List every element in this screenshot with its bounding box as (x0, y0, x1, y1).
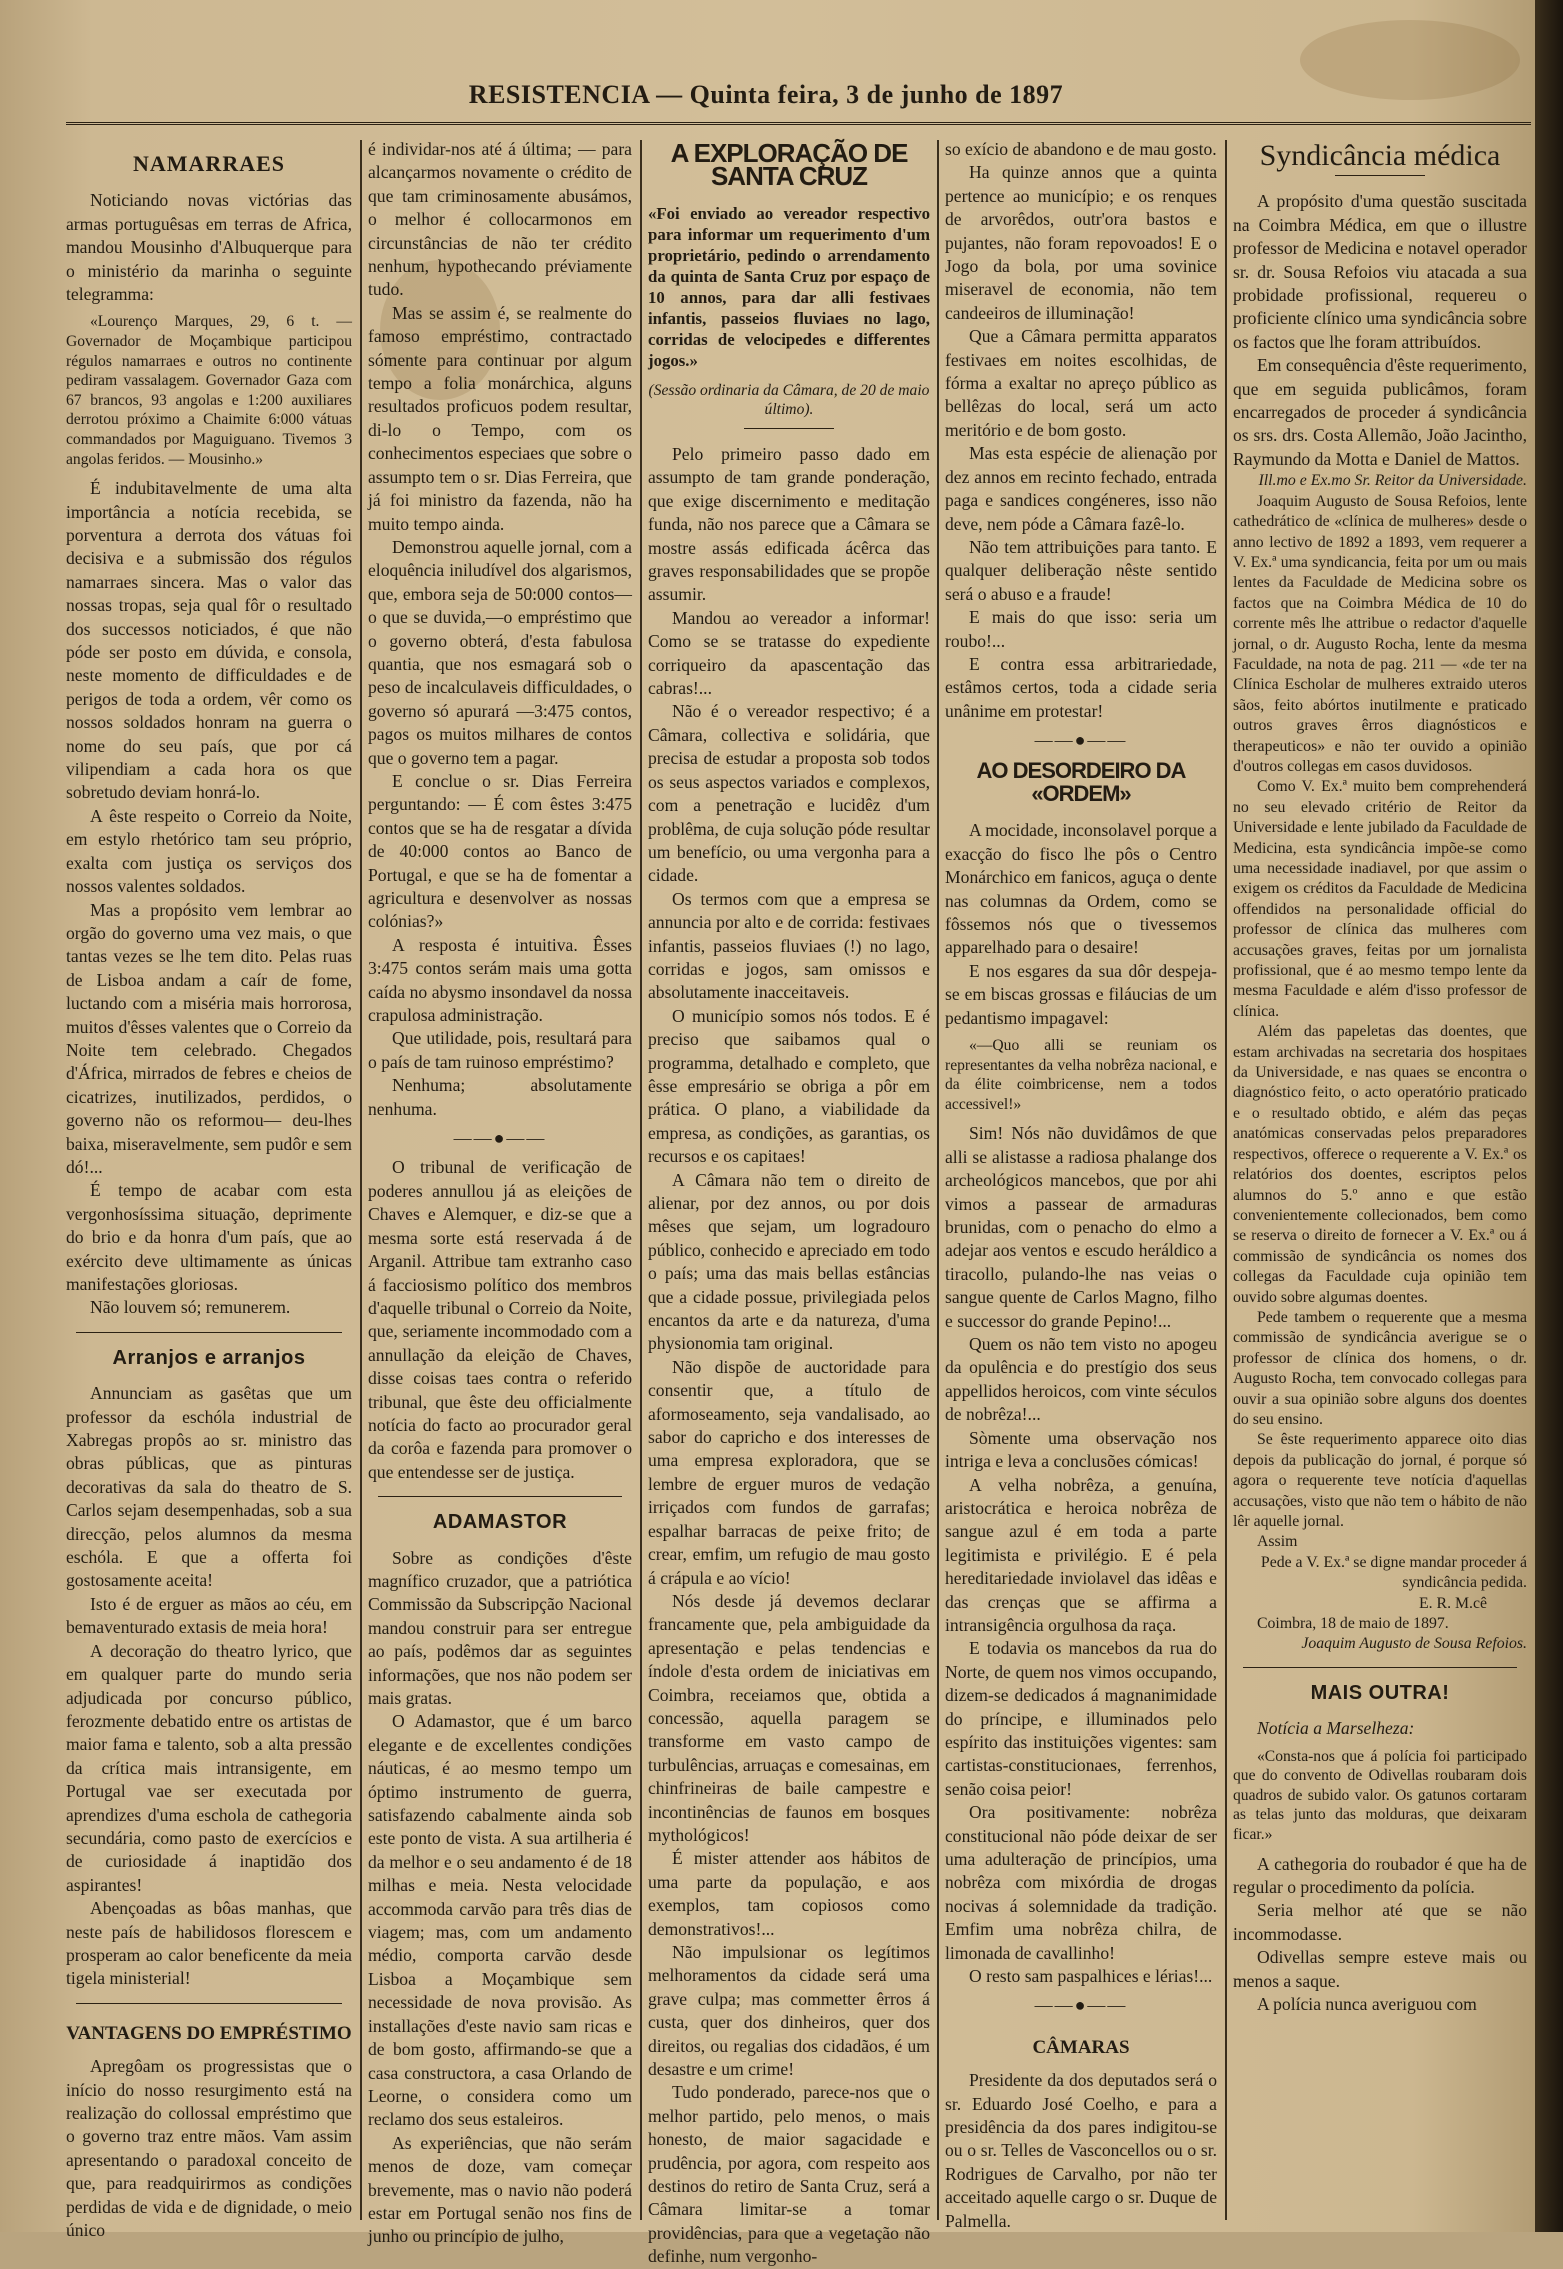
header-rule (66, 122, 1531, 125)
paragraph: Os termos com que a empresa se annuncia por alto e de corrida: festivaes infantis, passeios fluviaes (!) no lago, corridas e jogos, sam omissos e absolutamente inacceitaveis. (648, 888, 930, 1003)
paragraph: Abençoadas as bôas manhas, que neste país de habilidosos florescem e prosperam ao calor beneficente da meia tigela ministerial! (66, 1898, 352, 1989)
column-4 (945, 138, 1217, 2231)
column-5 (1233, 138, 1527, 2218)
paragraph: Annunciam as gasêtas que um professor da eschóla industrial de Xabregas propôs ao sr. ministro das obras públicas, que as pinturas decorativas da sala do theatro de S. Carlos sejam desempenhadas, sob a sua direcção, pelos alumnos da mesma eschóla. E que a offerta foi gostosamente aceita! (66, 1383, 352, 1591)
paragraph: é individar-nos até á última; — para alcançarmos novamente o crédito de que tam criminosamente abusámos, o melhor é collocarmonos em circunstâncias de não ter crédito nenhum, hypothecando préviamente tudo. (368, 139, 632, 300)
paragraph: Quem os não tem visto no apogeu da opulência e do prestígio dos seus appellidos heroicos, com vinte séculos de nobrêza!... (945, 1334, 1217, 1425)
paragraph: E conclue o sr. Dias Ferreira perguntando: — É com êstes 3:475 contos que se ha de resgatar a dívida de 40:000 contos ao Banco de Portugal, e que se ha de fomentar a agricultura e desenvolver as nossas colónias?» (368, 770, 632, 932)
paragraph: Presidente da dos deputados será o sr. Eduardo José Coelho, e para a presidência da dos pares indigitou-se ou o sr. Telles de Vasconcellos ou o sr. Rodrigues de Carvalho, por não ter acceitado aquelle cargo o sr. Duque de Palmella. (945, 2070, 1217, 2231)
divider (1243, 1667, 1517, 1668)
paragraph: Ora positivamente: nobrêza constitucional não póde deixar de ser uma adulteração de princípios, uma nobrêza com mixórdia de drogas nocivas á solemnidade da tradição. Emfim uma nobrêza chilra, de limonada de cavallinho! (945, 1802, 1217, 1963)
paragraph: Que utilidade, pois, resultará para o país de tam ruinoso empréstimo? (368, 1028, 632, 1072)
divider (76, 2003, 342, 2004)
paragraph: E contra essa arbitrariedade, estâmos certos, toda a cidade seria unânime em protestar! (945, 653, 1217, 721)
paragraph: Odivellas sempre esteve mais ou menos a saque. (1233, 1947, 1527, 1991)
paragraph: É mister attender aos hábitos de uma parte da população, e aos exemplos, tam copiosos como demonstrativos!... (648, 1848, 930, 1939)
paragraph: Mas a propósito vem lembrar ao orgão do governo uma vez mais, o que tantas vezes se lhe tem dito. Pelas ruas de Lisboa andam a caír de fome, luctando com a miséria mais horrorosa, muitos d'êsses valentes que o Correio da Noite tem celebrado. Chegados d'África, mirrados de febres e cheios de cicatrizes, inutilizados, perdidos, o governo não os reformou— deu-lhes baixa, miseravelmente, sem pudôr e sem dó!... (66, 899, 352, 1177)
paragraph: Seria melhor até que se não incommodasse. (1233, 1900, 1527, 1944)
source-note: (Sessão ordinaria da Câmara, de 20 de maio último). (648, 381, 930, 419)
column-1 (66, 138, 352, 2241)
paragraph: Sobre as condições d'êste magnífico cruzador, que a patriótica Commissão da Subscripção Nacional mandou construir para ser entregue ao país, podêmos dar as seguintes informações, que nos não podem ser mais gratas. (368, 1547, 632, 1708)
article-title-camaras: CÂMARAS (1032, 2036, 1130, 2058)
paragraph: As experiências, que não serám menos de doze, vam começar brevemente, mas o navio não poderá estar em Portugal senão nos fins de junho ou princípio de julho, (368, 2132, 632, 2247)
paragraph: Pelo primeiro passo dado em assumpto de tam grande ponderação, que exige discernimento e meditação funda, não nos parece que a Câmara se mostre assás edificada ácêrca das graves responsabilidades que se propõe assumir. (648, 444, 930, 605)
paragraph: Nós desde já devemos declarar francamente que, pela ambiguidade da apresentação e pelas tendencias e índole d'esta ordem de iniciativas em Coimbra, receiamos que, obtida a concessão, aquella paragem se transforme em vasto campo de turbulências, arruaças e comesainas, em chinfrineiras de baile campestre e incontinências de faunos em bosques mythológicos! (648, 1590, 930, 1845)
telegram-quote: «Lourenço Marques, 29, 6 t. — Governador de Moçambique participou régulos namarraes e outros no continente pediram vassalagem. Governador Gaza com 67 brancos, 93 angolas e 1:200 auxiliares derrotou próximo a Chaimite 6:000 vátuas commandados por Maguiguano. Tivemos 3 angolas feridos. — Mousinho.» (66, 313, 352, 468)
paragraph: Em consequência d'êste requerimento, que em seguida publicâmos, foram encarregados de proceder á syndicância os srs. drs. Costa Allemão, João Jacintho, Raymundo da Motta e Daniel de Mattos. (1233, 355, 1527, 469)
paragraph: Não dispõe de auctoridade para consentir que, a título de aformoseamento, seja vandalisado, ao sabor do capricho e dos interesses de uma empresa exploradora, que se lembre de erguer muros de vedação irriçados com fundos de garrafas; espalhar barracas de peixe frito; de crear, emfim, um refugio de mau gosto á crápula e ao vício! (648, 1356, 930, 1588)
paragraph: Mandou ao vereador a informar! Como se se tratasse do expediente corriqueiro da apascentação das cabras!... (648, 607, 930, 699)
paragraph: Que a Câmara permitta apparatos festivaes em noites escolhidas, de fórma a exaltar no apreço público as bellêzas do local, será um acto meritório e de bom gosto. (945, 326, 1217, 440)
paragraph: Não tem attribuições para tanto. E qualquer deliberação nêste sentido será o abuso e a fraude! (945, 536, 1217, 604)
paragraph: O resto sam paspalhices e lérias!... (969, 1966, 1213, 1987)
column-rule (360, 140, 362, 2220)
paragraph: Mas se assim é, se realmente do famoso empréstimo, contractado sómente para continuar por algum tempo a folia monárchica, alguns resultados proficuos podem resultar, di-lo o Tempo, com os conhecimentos especiaes que sobre o assumpto tem o sr. Dias Ferreira, que já foi ministro da fazenda, não ha muito tempo ainda. (368, 302, 632, 534)
article-title-arranjos: Arranjos e arranjos (112, 1346, 306, 1369)
paragraph: Sòmente uma observação nos intriga e leva a conclusões cómicas! (945, 1427, 1217, 1472)
request-close: Pede a V. Ex.ª se digne mandar proceder á syndicância pedida. (1260, 1553, 1527, 1592)
dateline: Coimbra, 18 de maio de 1897. (1257, 1615, 1449, 1633)
paragraph: A cathegoria do roubador é que ha de regular o procedimento da polícia. (1233, 1853, 1527, 1898)
paragraph: Ha quinze annos que a quinta pertence ao município; e os renques de arvorêdos, outr'ora bastos e pujantes, não foram repovoados! E o Jogo da bola, por uma sovinice miseravel de economia, não tem candeeiros de illuminação! (945, 162, 1217, 323)
paragraph: A mocidade, inconsolavel porque a exacção do fisco lhe pôs o Centro Monárchico em fanicos, aguça o dente nas columnas da Ordem, como se fôssemos nós que o tivessemos apparelhado para o desaire! (945, 820, 1217, 958)
paragraph: E todavia os mancebos da rua do Norte, de quem nos vimos occupando, dizem-se dedicados á magnanimidade do príncipe, e illuminados pelo espírito das instituições vigentes: sam cartistas-constitucionaes, ferrenhos, senão coisa peior! (945, 1638, 1217, 1799)
article-title-adamastor: ADAMASTOR (432, 1511, 568, 1534)
paragraph: Não é o vereador respectivo; é a Câmara, collectiva e solidária, que precisa de estudar a proposta sob todos os seus aspectos variados e complexos, com a penetração e lucidêz d'um problêma, de cuja solução póde resultar um benefício, ou uma vergonha para a cidade. (648, 701, 930, 886)
paragraph: Apregôam os progressistas que o início do nosso resurgimento está na realização do collossal empréstimo que o governo traz entre mãos. Vam assim apresentando o paradoxal conceito de que, para readquirirmos as condições perdidas de vida e de dignidade, o meio único (66, 2056, 352, 2241)
article-title-mais-outra: MAIS OUTRA! (1310, 1681, 1450, 1704)
paragraph: E nos esgares da sua dôr despeja-se em biscas grossas e filáucias de um pedantismo impagavel: (945, 960, 1217, 1028)
column-2 (368, 138, 632, 2247)
page-edge (1535, 0, 1563, 2232)
paragraph: O município somos nós todos. E é preciso que saibamos qual o programma, detalhado e completo, que êsse empresário se obriga a pôr em prática. O plano, a viabilidade da empresa, as condições, as garantias, os recursos e os capitaes! (648, 1005, 930, 1167)
ornament-rule: ——●—— (453, 1128, 547, 1149)
paragraph: A propósito d'uma questão suscitada na Coimbra Médica, em que o illustre professor de Medicina e notavel operador sr. dr. Sousa Refoios viu atacada a sua probidade profissional, requereu o proficiente clínico uma syndicância sobre os factos que lhe foram attribuídos. (1233, 191, 1527, 352)
paragraph: Pede tambem o requerente que a mesma commissão de syndicância averigue se o professor de clínica dos homens, o dr. Augusto Rocha, tem convocado collegas para ouvir a sua opinião sobre alguns dos doentes do seu ensino. (1233, 1308, 1527, 1428)
paragraph: so exício de abandono e de mau gosto. (945, 139, 1217, 159)
paragraph: A êste respeito o Correio da Noite, em estylo rhetórico tam seu próprio, exalta com justiça os serviços dos nossos valentes soldados. (66, 805, 352, 897)
paragraph: Não louvem só; remunerem. (90, 1297, 291, 1318)
paragraph: É tempo de acabar com esta vergonhosíssima situação, deprimente do brio e da honra d'um país, que ao exército deve ultimamente as únicas manifestações gloriosas. (66, 1180, 352, 1294)
paragraph: Não impulsionar os legítimos melhoramentos da cidade será uma grave culpa; mas commetter êrros á custa, quer dos dinheiros, quer dos direitos, ou regalias dos cidadãos, é um desastre e um crime! (648, 1942, 930, 2080)
article-title-desordeiro: AO DESORDEIRO DA «ORDEM» (976, 757, 1186, 806)
ornament-rule: ——●—— (1034, 1995, 1128, 2016)
paragraph: A Câmara não tem o direito de alienar, por dez annos, ou por dois mêses que sejam, um logradouro público, conhecido e apreciado em todo o país; uma das mais bellas estâncias que a cidade possue, privilegiada pelos encantos da arte e da natureza, d'uma physionomia tam original. (648, 1169, 930, 1354)
signature: Joaquim Augusto de Sousa Refoios. (1301, 1635, 1527, 1653)
column-rule (937, 140, 939, 2220)
subhead: Notícia a Marselheza: (1257, 1718, 1415, 1739)
paragraph: A resposta é intuitiva. Êsses 3:475 contos serám mais uma gotta caída no abysmo insondavel da nossa crapulosa administração. (368, 934, 632, 1026)
paragraph: O tribunal de verificação de poderes annullou já as eleições de Chaves e Alemquer, e diz-se que a mesma sorte está reservada á de Arganil. Attribue tam extranho caso á facciosismo político dos membros d'aquelle tribunal o Correio da Noite, que, seriamente incommodado com a annullação da eleição de Chaves, disse coisas taes contra o referido tribunal, que êste deu officialmente notícia do facto ao procurador geral da corôa e fazenda para promover o que entendesse ser de justiça. (368, 1157, 632, 1482)
lead-quote: «Foi enviado ao vereador respectivo para informar um requerimento d'um proprietário, pedindo o arrendamento da quinta de Santa Cruz por espaço de 10 annos, para dar alli festivaes infantis, passeios fluviaes no lago, corridas de velocipedes e differentes jogos.» (648, 203, 930, 370)
quote: «—Quo alli se reuniam os representantes da velha nobrêza nacional, e da élite coimbricense, nem a todos accessivel!» (945, 1037, 1217, 1113)
article-title-namarraes: NAMARRAES (133, 151, 285, 176)
column-rule (640, 140, 642, 2220)
paragraph: Além das papeletas das doentes, que estam archivadas na secretaria dos hospitaes da Universidade, e nas quaes se encontra o diagnóstico feito, o acto operatório praticado e o resultado obtido, e além das peças anatómicas conservadas pelos preparadores respectivos, offerece o requerente a V. Ex.ª os relatórios dos doentes, escriptos pelos alumnos do 5.º anno e que estão convenientemente collecionados, bem como se reserva o direito de fornecer a V. Ex.ª ou á commissão de syndicância os nomes dos collegas da Faculdade cuja opinião tem ouvido sobre algumas doentes. (1233, 1023, 1527, 1306)
paragraph: A decoração do theatro lyrico, que em qualquer parte do mundo seria adjudicada por concurso público, ferozmente debatido entre os artistas de maior fama e talento, sob a alta pressão da crítica mais intransigente, em Portugal vae ser executada por aprendizes d'uma eschola de cathegoria secundária, como pasto de exercícios e de curiosidade á inaptidão dos aspirantes! (66, 1640, 352, 1895)
paragraph: O Adamastor, que é um barco elegante e de excellentes condições náuticas, é ao mesmo tempo um óptimo instrumento de guerra, satisfazendo cabalmente ainda sob este ponto de vista. A sua artilheria é da melhor e o seu andamento é de 18 milhas e meia. Nesta velocidade accommoda carvão para três dias de viagem; mas, com um andamento médio, comporta carvão desde Lisboa a Moçambique sem necessidade de nova provisão. As installações d'este navio sam ricas e de bom gosto, affirmando-se que a casa constructora, a casa Orlando de Leorne, o considera como um reclamo dos seus estaleiros. (368, 1711, 632, 2130)
paragraph: Sim! Nós não duvidâmos de que alli se alistasse a radiosa phalange dos archeológicos mancebos, que por ahi vimos a passear de armaduras brunidas, com o penacho do elmo a adejar aos ventos e escudo heráldico a tiracollo, pulando-lhe nas veias o sangue quente de Carlos Magno, filho e successor do grande Pepino!... (945, 1123, 1217, 1331)
divider (378, 1496, 622, 1497)
paragraph: E mais do que isso: seria um roubo!... (945, 607, 1217, 651)
erm: E. R. M.cê (1418, 1594, 1487, 1612)
paragraph: Noticiando novas victórias das armas portuguêsas em terras de Africa, mandou Mousinho d'Albuquerque para o ministério da marinha o seguinte telegramma: (66, 190, 352, 305)
paragraph: Como V. Ex.ª muito bem comprehenderá no seu elevado critério de Reitor da Universidade e lente jubilado da Faculdade de Medicina, esta syndicância impõe-se como uma necessidade inadiavel, por que assim o exigem os créditos da Faculdade de Medicina offendidos na personalidade official do professor de clínica das mulheres com accusações graves, feitas por um jornalista profissional, que é ao mesmo tempo lente da mesma Faculdade e além d'isso professor de clínica. (1233, 778, 1527, 1020)
paragraph: A velha nobrêza, a genuína, aristocrática e heroica nobrêza de sangue azul é em toda a parte legitimista e privilégio. E é pela hereditariedade inviolavel das idêas e das crenças que se affirma a intransigência orgulhosa da raça. (945, 1474, 1217, 1635)
paragraph: Se êste requerimento apparece oito dias depois da publicação do jornal, é porque só agora o requerente teve notícia d'aquellas accusações, visto que não tem o hábito de não lêr aquelle jornal. (1233, 1431, 1527, 1530)
paragraph: Assim (1257, 1533, 1298, 1551)
paragraph: Isto é de erguer as mãos ao céu, em bemaventurado extasis de meia hora! (66, 1593, 352, 1638)
paragraph: Nenhuma; absolutamente nenhuma. (368, 1075, 632, 1119)
article-title-vantagens: VANTAGENS DO EMPRÉSTIMO (66, 2022, 352, 2044)
article-title-syndicancia: Syndicância médica (1259, 139, 1501, 172)
paragraph: A polícia nunca averiguou com (1257, 1994, 1477, 2015)
paragraph: Tudo ponderado, parece-nos que o melhor partido, pelo menos, o mais honesto, de maior sagacidade e prudência, por agora, com respeito aos destinos do retiro de Santa Cruz, será a Câmara limitar-se a tomar providências, para que a vegetação não definhe, num vergonho- (648, 2082, 930, 2267)
divider (744, 428, 834, 429)
divider (76, 1332, 342, 1333)
paragraph: É indubitavelmente de uma alta importância a notícia recebida, se porventura a derrota dos vátuas foi decisiva e a submissão dos régulos namarraes sincera. Mas o valor das nossas tropas, seja qual fôr o resultado dos successos noticiados, é que não póde ser posto em dúvida, e consola, neste momento de difficuldades e de perigos de toda a ordem, vêr como os nossos soldados honram na guerra o nome do seu país, que por cá vilipendiam a cada hora os que sobretudo deviam honrá-lo. (66, 478, 352, 803)
quote: «Consta-nos que á polícia foi participado que do convento de Odivellas roubaram dois quadros de subido valor. Os gatunos cortaram as telas junto das molduras, que deixaram ficar.» (1233, 1747, 1527, 1844)
paragraph: Mas esta espécie de alienação por dez annos em recinto fechado, entrada paga e sandices congéneres, isso não deve, nem póde a Câmara fazê-lo. (945, 443, 1217, 534)
masthead: RESISTENCIA — Quinta feira, 3 de junho de 1897 (468, 80, 1064, 109)
paragraph: Joaquim Augusto de Sousa Refoios, lente cathedrático de «clínica de mulheres» desde o anno lectivo de 1892 a 1893, vem requerer a V. Ex.ª uma syndicancia, feita por um ou mais lentes da Faculdade de Medicina sobre os factos que na Coimbra Médica de 10 do corrente mês lhe attribue o redactor d'aquelle jornal, o dr. Augusto Rocha, lente da mesma Faculdade, na nota de pag. 211 — «de ter na Clínica Escholar de mulheres extraido uteros sãos, feito abórtos inutilmente e praticado outros graves êrros diagnósticos e therapeuticos» e não ter ouvido a opinião d'outros collegas em casos duvidosos. (1233, 492, 1527, 775)
column-rule (1225, 140, 1227, 2220)
divider (1335, 175, 1425, 176)
ornament-rule: ——●—— (1034, 730, 1128, 751)
article-title-santa-cruz: A EXPLORAÇÃO DE SANTA CRUZ (670, 138, 908, 192)
paragraph: Demonstrou aquelle jornal, com a eloquência iniludível dos algarismos, que, embora seja de 50:000 contos—o que se duvida,—o empréstimo que o governo obterá, d'esta fabulosa quantia, que nos esmagará sob o peso de incalculaveis difficuldades, o governo só apurará —3:475 contos, pagos os muitos milhares de contos que o governo tem a pagar. (368, 536, 632, 768)
column-3 (648, 138, 930, 2267)
addressee: Ill.mo e Ex.mo Sr. Reitor da Universidade. (1258, 472, 1527, 490)
